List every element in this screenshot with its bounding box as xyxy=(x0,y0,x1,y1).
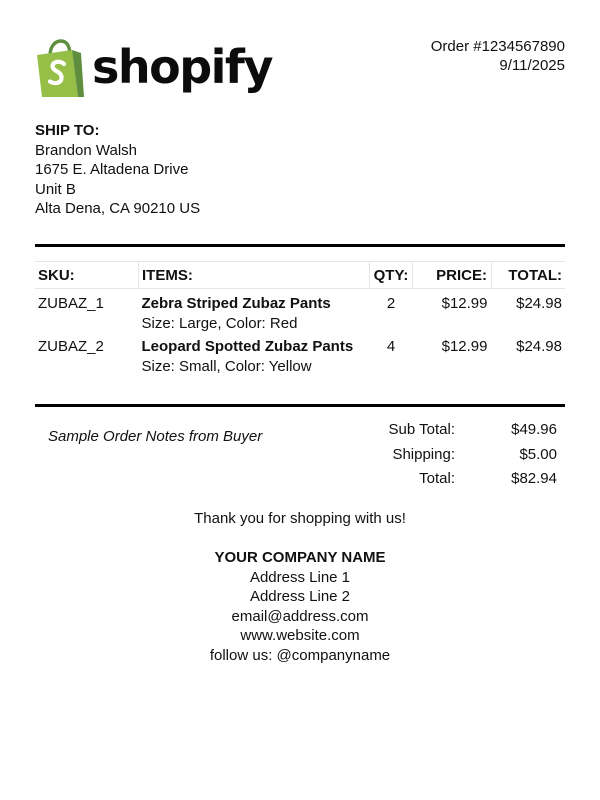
company-email: email@address.com xyxy=(231,607,369,625)
order-date: 9/11/2025 xyxy=(499,57,565,74)
shopify-logo xyxy=(34,38,272,100)
header-sku: SKU: xyxy=(35,262,139,289)
header-items: ITEMS: xyxy=(139,262,370,289)
order-number: Order #1234567890 xyxy=(430,38,565,55)
total-label: Total: xyxy=(419,470,455,487)
thank-you-message: Thank you for shopping with us! xyxy=(194,510,406,527)
table-row xyxy=(35,289,565,334)
row-item-options: Size: Small, Color: Yellow xyxy=(141,358,312,375)
company-info xyxy=(0,548,600,665)
table-row xyxy=(35,333,565,376)
subtotal-label: Sub Total: xyxy=(388,421,455,438)
row-item-options: Size: Large, Color: Red xyxy=(141,315,298,332)
order-info xyxy=(431,37,565,75)
subtotal-row xyxy=(335,418,557,443)
ship-to-heading: SHIP TO: xyxy=(35,122,100,139)
shipping-label: Shipping: xyxy=(392,445,455,463)
subtotal-value: $49.96 xyxy=(511,421,557,438)
table-header-row xyxy=(35,262,565,289)
row-price: $12.99 xyxy=(441,338,488,355)
totals-block xyxy=(335,418,557,492)
ship-to-address-line2: Unit B xyxy=(35,180,76,198)
row-total: $24.98 xyxy=(516,338,562,355)
brand-wordmark: shopify xyxy=(92,40,272,94)
ship-to-address-line3: Alta Dena, CA 90210 US xyxy=(35,200,201,217)
shopping-bag-icon xyxy=(34,39,86,99)
line-items-table xyxy=(35,261,565,376)
row-item-name: Zebra Striped Zubaz Pants xyxy=(141,295,331,312)
header-price: PRICE: xyxy=(413,262,492,289)
row-item-name: Leopard Spotted Zubaz Pants xyxy=(141,338,354,355)
total-row xyxy=(335,467,557,492)
total-value: $82.94 xyxy=(511,470,557,487)
header-total: TOTAL: xyxy=(492,262,566,289)
header-qty: QTY: xyxy=(370,262,413,289)
shipping-row xyxy=(335,443,557,468)
divider-top xyxy=(35,244,565,247)
company-social: follow us: @companyname xyxy=(209,646,391,664)
divider-middle xyxy=(35,404,565,407)
company-website: www.website.com xyxy=(240,627,360,644)
row-qty: 2 xyxy=(386,295,396,312)
row-sku: ZUBAZ_1 xyxy=(38,295,104,312)
ship-to-block xyxy=(35,121,200,219)
order-notes: Sample Order Notes from Buyer xyxy=(48,428,263,445)
company-name: YOUR COMPANY NAME xyxy=(214,549,386,566)
row-sku: ZUBAZ_2 xyxy=(38,338,104,355)
row-qty: 4 xyxy=(386,338,396,355)
company-address-line2: Address Line 2 xyxy=(249,588,351,605)
company-address-line1: Address Line 1 xyxy=(249,568,351,586)
shipping-value: $5.00 xyxy=(519,445,557,463)
row-price: $12.99 xyxy=(441,295,488,312)
row-total: $24.98 xyxy=(516,295,562,312)
ship-to-address-line1: 1675 E. Altadena Drive xyxy=(35,161,189,178)
ship-to-name: Brandon Walsh xyxy=(35,141,137,159)
